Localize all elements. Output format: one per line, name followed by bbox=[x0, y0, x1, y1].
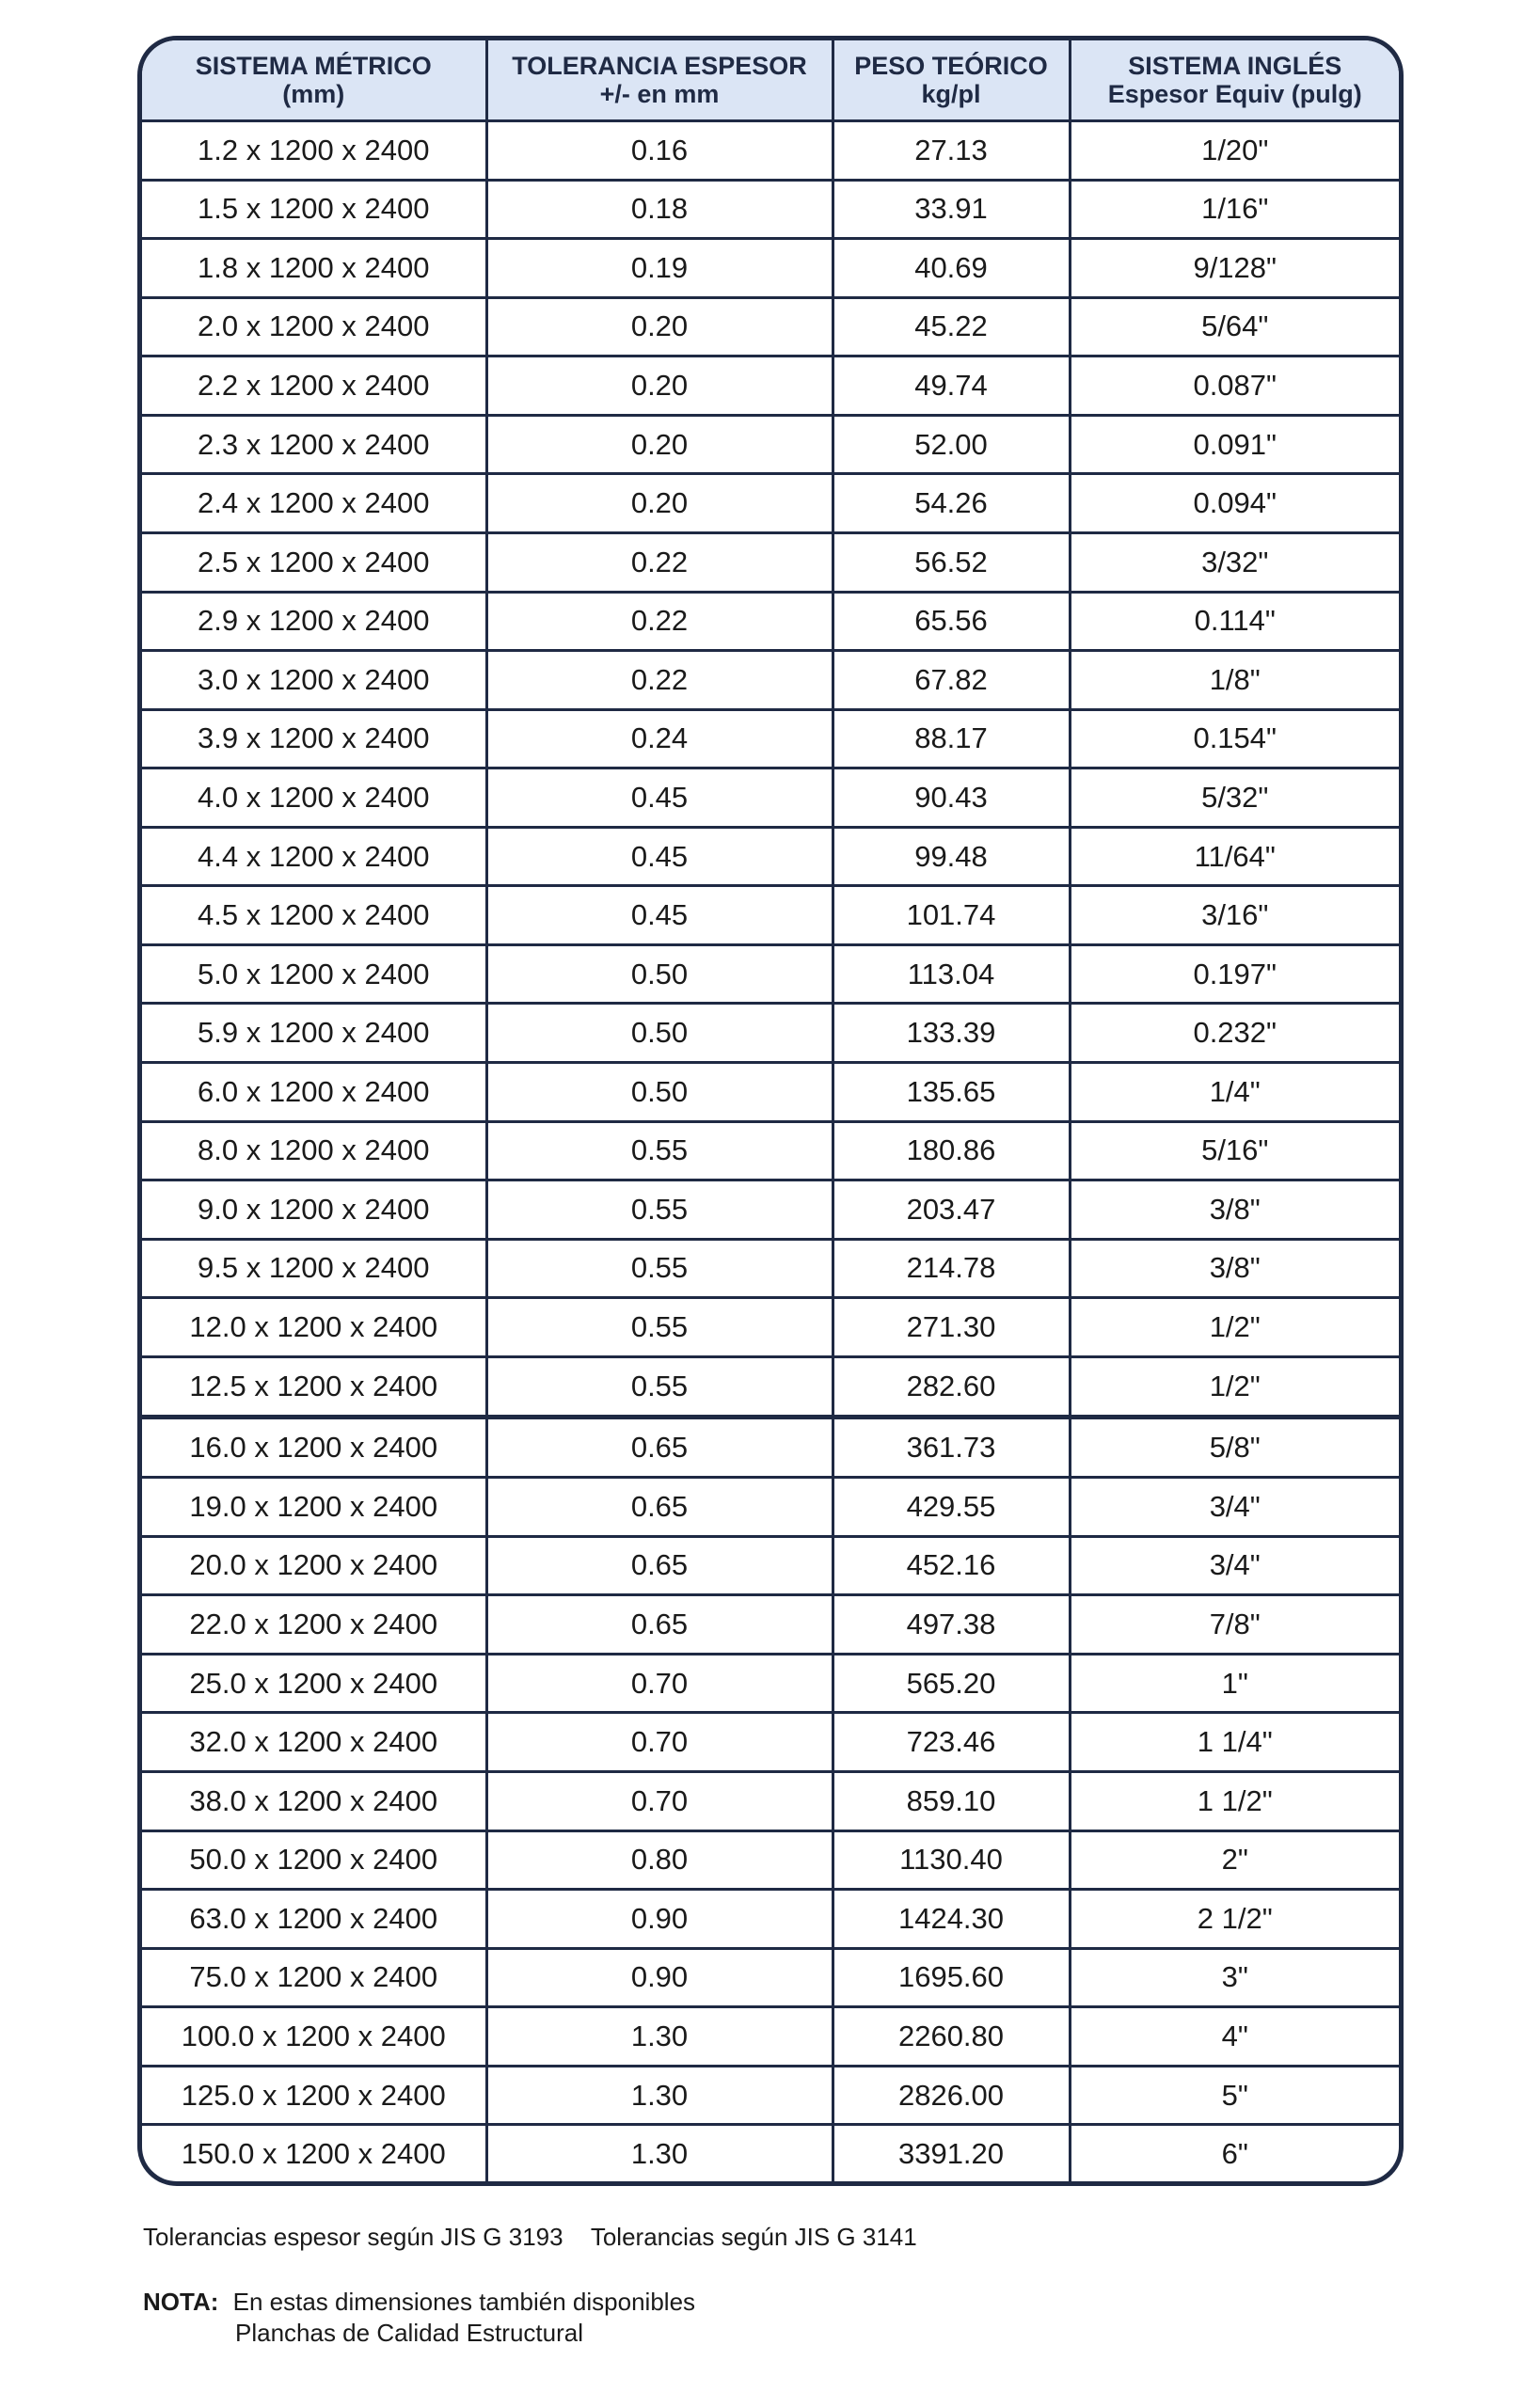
cell-metric-dimensions: 1.8 x 1200 x 2400 bbox=[142, 239, 486, 298]
cell-thickness-tolerance: 1.30 bbox=[486, 2007, 833, 2067]
table-row bbox=[142, 1830, 1399, 1890]
table-row bbox=[142, 1356, 1399, 1417]
cell-thickness-tolerance: 0.65 bbox=[486, 1417, 833, 1477]
cell-metric-dimensions: 25.0 x 1200 x 2400 bbox=[142, 1654, 486, 1713]
table-row bbox=[142, 180, 1399, 239]
cell-theoretical-weight: 99.48 bbox=[833, 827, 1070, 886]
table-row bbox=[142, 532, 1399, 592]
cell-theoretical-weight: 429.55 bbox=[833, 1478, 1070, 1537]
table-row bbox=[142, 1771, 1399, 1830]
cell-imperial-thickness: 7/8" bbox=[1070, 1595, 1399, 1655]
cell-theoretical-weight: 33.91 bbox=[833, 180, 1070, 239]
cell-imperial-thickness: 0.091" bbox=[1070, 415, 1399, 474]
cell-theoretical-weight: 282.60 bbox=[833, 1356, 1070, 1417]
cell-theoretical-weight: 88.17 bbox=[833, 709, 1070, 768]
tolerance-note-2: Tolerancias según JIS G 3141 bbox=[590, 2223, 917, 2251]
cell-metric-dimensions: 16.0 x 1200 x 2400 bbox=[142, 1417, 486, 1477]
cell-imperial-thickness: 2" bbox=[1070, 1830, 1399, 1890]
cell-imperial-thickness: 1/20" bbox=[1070, 121, 1399, 181]
cell-theoretical-weight: 214.78 bbox=[833, 1239, 1070, 1298]
cell-theoretical-weight: 133.39 bbox=[833, 1004, 1070, 1063]
cell-metric-dimensions: 9.0 x 1200 x 2400 bbox=[142, 1180, 486, 1240]
cell-theoretical-weight: 723.46 bbox=[833, 1713, 1070, 1772]
cell-imperial-thickness: 11/64" bbox=[1070, 827, 1399, 886]
cell-thickness-tolerance: 0.45 bbox=[486, 886, 833, 945]
cell-theoretical-weight: 90.43 bbox=[833, 768, 1070, 828]
cell-imperial-thickness: 1/8" bbox=[1070, 651, 1399, 710]
cell-imperial-thickness: 9/128" bbox=[1070, 239, 1399, 298]
header-line1: TOLERANCIA ESPESOR bbox=[512, 52, 807, 80]
cell-metric-dimensions: 150.0 x 1200 x 2400 bbox=[142, 2125, 486, 2181]
cell-imperial-thickness: 0.232" bbox=[1070, 1004, 1399, 1063]
cell-theoretical-weight: 452.16 bbox=[833, 1536, 1070, 1595]
cell-imperial-thickness: 5/8" bbox=[1070, 1417, 1399, 1477]
cell-metric-dimensions: 2.4 x 1200 x 2400 bbox=[142, 474, 486, 533]
cell-thickness-tolerance: 0.22 bbox=[486, 651, 833, 710]
cell-thickness-tolerance: 1.30 bbox=[486, 2125, 833, 2181]
table-row bbox=[142, 2066, 1399, 2125]
cell-metric-dimensions: 12.5 x 1200 x 2400 bbox=[142, 1356, 486, 1417]
table-row bbox=[142, 1004, 1399, 1063]
cell-imperial-thickness: 4" bbox=[1070, 2007, 1399, 2067]
table-row bbox=[142, 239, 1399, 298]
steel-plate-table-container bbox=[137, 36, 1404, 2186]
header-line1: SISTEMA MÉTRICO bbox=[195, 52, 432, 80]
cell-thickness-tolerance: 0.50 bbox=[486, 944, 833, 1004]
cell-imperial-thickness: 5/16" bbox=[1070, 1121, 1399, 1180]
table-row bbox=[142, 1478, 1399, 1537]
cell-metric-dimensions: 2.3 x 1200 x 2400 bbox=[142, 415, 486, 474]
table-row bbox=[142, 1654, 1399, 1713]
table-row bbox=[142, 1713, 1399, 1772]
table-row bbox=[142, 1239, 1399, 1298]
cell-thickness-tolerance: 0.55 bbox=[486, 1180, 833, 1240]
cell-imperial-thickness: 3/32" bbox=[1070, 532, 1399, 592]
header-line1: PESO TEÓRICO bbox=[854, 52, 1048, 80]
header-line2: (mm) bbox=[282, 80, 345, 108]
cell-theoretical-weight: 859.10 bbox=[833, 1771, 1070, 1830]
table-row bbox=[142, 1536, 1399, 1595]
cell-theoretical-weight: 2826.00 bbox=[833, 2066, 1070, 2125]
cell-theoretical-weight: 45.22 bbox=[833, 297, 1070, 356]
table-row bbox=[142, 827, 1399, 886]
cell-imperial-thickness: 1 1/2" bbox=[1070, 1771, 1399, 1830]
cell-thickness-tolerance: 0.70 bbox=[486, 1654, 833, 1713]
header-theoretical-weight bbox=[833, 40, 1070, 121]
cell-metric-dimensions: 1.5 x 1200 x 2400 bbox=[142, 180, 486, 239]
cell-metric-dimensions: 4.5 x 1200 x 2400 bbox=[142, 886, 486, 945]
cell-imperial-thickness: 1" bbox=[1070, 1654, 1399, 1713]
table-row bbox=[142, 1948, 1399, 2007]
cell-theoretical-weight: 361.73 bbox=[833, 1417, 1070, 1477]
cell-thickness-tolerance: 0.16 bbox=[486, 121, 833, 181]
cell-thickness-tolerance: 0.19 bbox=[486, 239, 833, 298]
cell-imperial-thickness: 0.197" bbox=[1070, 944, 1399, 1004]
cell-metric-dimensions: 22.0 x 1200 x 2400 bbox=[142, 1595, 486, 1655]
table-row bbox=[142, 1417, 1399, 1477]
cell-thickness-tolerance: 0.45 bbox=[486, 768, 833, 828]
cell-metric-dimensions: 6.0 x 1200 x 2400 bbox=[142, 1063, 486, 1122]
cell-theoretical-weight: 52.00 bbox=[833, 415, 1070, 474]
cell-imperial-thickness: 0.114" bbox=[1070, 592, 1399, 651]
cell-imperial-thickness: 1/16" bbox=[1070, 180, 1399, 239]
cell-metric-dimensions: 19.0 x 1200 x 2400 bbox=[142, 1478, 486, 1537]
table-body bbox=[142, 121, 1399, 2182]
cell-thickness-tolerance: 0.24 bbox=[486, 709, 833, 768]
header-imperial-system bbox=[1070, 40, 1399, 121]
table-row bbox=[142, 886, 1399, 945]
nota-note bbox=[143, 2288, 695, 2317]
cell-metric-dimensions: 2.5 x 1200 x 2400 bbox=[142, 532, 486, 592]
header-line2: Espesor Equiv (pulg) bbox=[1107, 80, 1362, 108]
cell-imperial-thickness: 3/16" bbox=[1070, 886, 1399, 945]
cell-metric-dimensions: 32.0 x 1200 x 2400 bbox=[142, 1713, 486, 1772]
cell-theoretical-weight: 101.74 bbox=[833, 886, 1070, 945]
cell-imperial-thickness: 6" bbox=[1221, 2136, 1248, 2170]
tolerance-note-1: Tolerancias espesor según JIS G 3193 bbox=[143, 2223, 563, 2251]
cell-theoretical-weight: 135.65 bbox=[833, 1063, 1070, 1122]
cell-theoretical-weight: 113.04 bbox=[833, 944, 1070, 1004]
cell-imperial-thickness: 5/64" bbox=[1070, 297, 1399, 356]
cell-thickness-tolerance: 0.90 bbox=[486, 1948, 833, 2007]
cell-imperial-thickness: 3" bbox=[1070, 1948, 1399, 2007]
header-line2: +/- en mm bbox=[599, 80, 720, 108]
steel-plate-table bbox=[142, 40, 1399, 2181]
table-row bbox=[142, 474, 1399, 533]
cell-metric-dimensions: 3.9 x 1200 x 2400 bbox=[142, 709, 486, 768]
cell-imperial-thickness: 1/2" bbox=[1070, 1298, 1399, 1357]
cell-metric-dimensions: 50.0 x 1200 x 2400 bbox=[142, 1830, 486, 1890]
cell-theoretical-weight: 203.47 bbox=[833, 1180, 1070, 1240]
cell-imperial-thickness: 1/4" bbox=[1070, 1063, 1399, 1122]
cell-metric-dimensions: 20.0 x 1200 x 2400 bbox=[142, 1536, 486, 1595]
cell-metric-dimensions: 2.9 x 1200 x 2400 bbox=[142, 592, 486, 651]
cell-metric-dimensions: 5.0 x 1200 x 2400 bbox=[142, 944, 486, 1004]
cell-thickness-tolerance: 0.50 bbox=[486, 1004, 833, 1063]
cell-imperial-thickness: 3/8" bbox=[1070, 1180, 1399, 1240]
cell-thickness-tolerance: 0.65 bbox=[486, 1478, 833, 1537]
cell-thickness-tolerance: 0.55 bbox=[486, 1239, 833, 1298]
cell-imperial-thickness: 3/4" bbox=[1070, 1536, 1399, 1595]
cell-thickness-tolerance: 0.45 bbox=[486, 827, 833, 886]
table-row bbox=[142, 1890, 1399, 1949]
table-row bbox=[142, 709, 1399, 768]
cell-thickness-tolerance: 0.20 bbox=[486, 415, 833, 474]
table-row bbox=[142, 592, 1399, 651]
cell-thickness-tolerance: 0.65 bbox=[486, 1536, 833, 1595]
table-row bbox=[142, 297, 1399, 356]
cell-imperial-thickness: 1 1/4" bbox=[1070, 1713, 1399, 1772]
cell-metric-dimensions: 12.0 x 1200 x 2400 bbox=[142, 1298, 486, 1357]
table-row bbox=[142, 1180, 1399, 1240]
table-row bbox=[142, 1595, 1399, 1655]
cell-metric-dimensions: 75.0 x 1200 x 2400 bbox=[142, 1948, 486, 2007]
cell-theoretical-weight: 40.69 bbox=[833, 239, 1070, 298]
cell-metric-dimensions: 8.0 x 1200 x 2400 bbox=[142, 1121, 486, 1180]
nota-line-2: Planchas de Calidad Estructural bbox=[235, 2319, 583, 2347]
cell-thickness-tolerance: 0.90 bbox=[486, 1890, 833, 1949]
cell-imperial-thickness: 0.087" bbox=[1070, 356, 1399, 416]
cell-thickness-tolerance: 1.30 bbox=[486, 2066, 833, 2125]
cell-theoretical-weight: 1695.60 bbox=[833, 1948, 1070, 2007]
cell-thickness-tolerance: 0.70 bbox=[486, 1713, 833, 1772]
cell-metric-dimensions: 2.0 x 1200 x 2400 bbox=[142, 297, 486, 356]
cell-theoretical-weight: 65.56 bbox=[833, 592, 1070, 651]
table-row bbox=[142, 2007, 1399, 2067]
cell-metric-dimensions: 63.0 x 1200 x 2400 bbox=[142, 1890, 486, 1949]
cell-imperial-thickness: 5/32" bbox=[1070, 768, 1399, 828]
cell-thickness-tolerance: 0.20 bbox=[486, 297, 833, 356]
cell-theoretical-weight: 56.52 bbox=[833, 532, 1070, 592]
cell-theoretical-weight: 271.30 bbox=[833, 1298, 1070, 1357]
cell-imperial-thickness: 3/4" bbox=[1070, 1478, 1399, 1537]
table-row bbox=[142, 651, 1399, 710]
cell-thickness-tolerance: 0.55 bbox=[486, 1121, 833, 1180]
nota-label: NOTA: bbox=[143, 2288, 219, 2316]
cell-metric-dimensions: 9.5 x 1200 x 2400 bbox=[142, 1239, 486, 1298]
cell-theoretical-weight: 565.20 bbox=[833, 1654, 1070, 1713]
table-header bbox=[142, 40, 1399, 121]
cell-thickness-tolerance: 0.22 bbox=[486, 532, 833, 592]
cell-thickness-tolerance: 0.65 bbox=[486, 1595, 833, 1655]
cell-metric-dimensions: 100.0 x 1200 x 2400 bbox=[142, 2007, 486, 2067]
table-row bbox=[142, 356, 1399, 416]
cell-theoretical-weight: 3391.20 bbox=[833, 2125, 1070, 2181]
table-row bbox=[142, 2125, 1399, 2181]
cell-thickness-tolerance: 0.22 bbox=[486, 592, 833, 651]
table-row bbox=[142, 944, 1399, 1004]
cell-theoretical-weight: 54.26 bbox=[833, 474, 1070, 533]
cell-imperial-thickness: 0.154" bbox=[1070, 709, 1399, 768]
header-line2: kg/pl bbox=[921, 80, 981, 108]
table-row bbox=[142, 121, 1399, 181]
cell-thickness-tolerance: 0.55 bbox=[486, 1356, 833, 1417]
cell-thickness-tolerance: 0.18 bbox=[486, 180, 833, 239]
cell-thickness-tolerance: 0.20 bbox=[486, 356, 833, 416]
cell-metric-dimensions: 4.4 x 1200 x 2400 bbox=[142, 827, 486, 886]
cell-imperial-thickness: 0.094" bbox=[1070, 474, 1399, 533]
cell-theoretical-weight: 49.74 bbox=[833, 356, 1070, 416]
cell-imperial-thickness: 3/8" bbox=[1070, 1239, 1399, 1298]
table-row bbox=[142, 1063, 1399, 1122]
cell-imperial-thickness: 5" bbox=[1070, 2066, 1399, 2125]
cell-metric-dimensions: 3.0 x 1200 x 2400 bbox=[142, 651, 486, 710]
cell-theoretical-weight: 1424.30 bbox=[833, 1890, 1070, 1949]
cell-imperial-thickness: 1/2" bbox=[1070, 1356, 1399, 1417]
cell-imperial-thickness: 2 1/2" bbox=[1070, 1890, 1399, 1949]
cell-theoretical-weight: 1130.40 bbox=[833, 1830, 1070, 1890]
header-line1: SISTEMA INGLÉS bbox=[1128, 52, 1342, 80]
table-row bbox=[142, 1121, 1399, 1180]
header-metric-system bbox=[142, 40, 486, 121]
table-row bbox=[142, 415, 1399, 474]
cell-metric-dimensions: 4.0 x 1200 x 2400 bbox=[142, 768, 486, 828]
header-thickness-tolerance bbox=[486, 40, 833, 121]
cell-metric-dimensions: 5.9 x 1200 x 2400 bbox=[142, 1004, 486, 1063]
cell-metric-dimensions: 125.0 x 1200 x 2400 bbox=[142, 2066, 486, 2125]
header-row bbox=[142, 40, 1399, 121]
cell-thickness-tolerance: 0.80 bbox=[486, 1830, 833, 1890]
tolerance-notes bbox=[143, 2223, 917, 2252]
nota-line-1: En estas dimensiones también disponibles bbox=[232, 2288, 696, 2316]
cell-theoretical-weight: 27.13 bbox=[833, 121, 1070, 181]
cell-thickness-tolerance: 0.50 bbox=[486, 1063, 833, 1122]
cell-metric-dimensions: 38.0 x 1200 x 2400 bbox=[142, 1771, 486, 1830]
cell-theoretical-weight: 497.38 bbox=[833, 1595, 1070, 1655]
table-row bbox=[142, 768, 1399, 828]
cell-thickness-tolerance: 0.20 bbox=[486, 474, 833, 533]
cell-metric-dimensions: 1.2 x 1200 x 2400 bbox=[142, 121, 486, 181]
cell-theoretical-weight: 180.86 bbox=[833, 1121, 1070, 1180]
cell-thickness-tolerance: 0.55 bbox=[486, 1298, 833, 1357]
cell-metric-dimensions: 2.2 x 1200 x 2400 bbox=[142, 356, 486, 416]
cell-theoretical-weight: 67.82 bbox=[833, 651, 1070, 710]
cell-theoretical-weight: 2260.80 bbox=[833, 2007, 1070, 2067]
table-row bbox=[142, 1298, 1399, 1357]
cell-thickness-tolerance: 0.70 bbox=[486, 1771, 833, 1830]
